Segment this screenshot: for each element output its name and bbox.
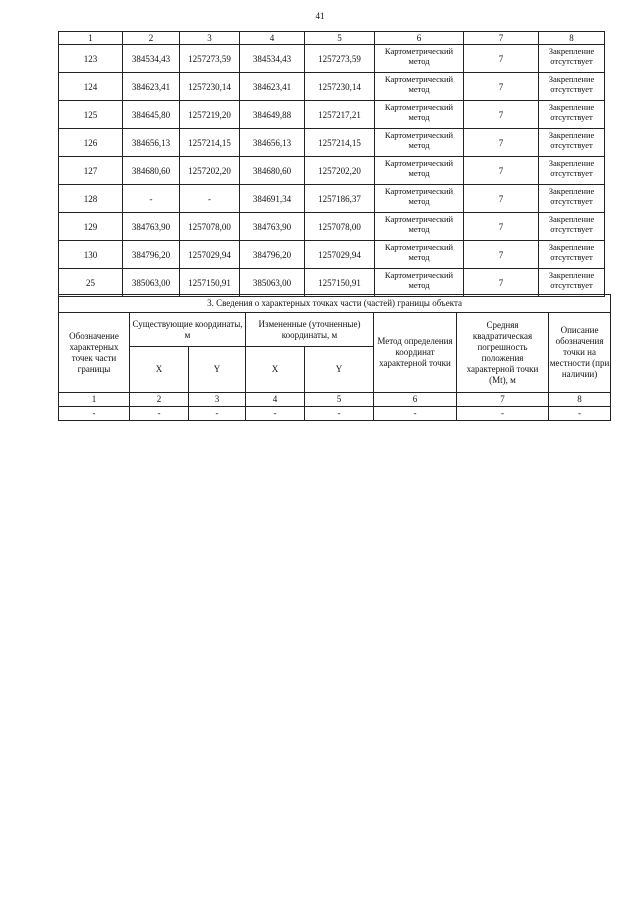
table-row <box>59 185 605 213</box>
existing-x-cell: 385063,00 <box>123 269 180 297</box>
column-number: 7 <box>457 393 549 407</box>
header-description: Описание обозначения точки на местности (при наличии) <box>549 313 611 393</box>
changed-x-cell: 384534,43 <box>240 45 305 73</box>
changed-x-cell: 384691,34 <box>240 185 305 213</box>
page-number: 41 <box>315 11 325 21</box>
empty-cell: - <box>189 407 246 421</box>
column-number: 5 <box>305 393 374 407</box>
column-number: 7 <box>464 32 539 45</box>
table-row <box>59 45 605 73</box>
existing-y-cell: 1257230,14 <box>180 73 240 101</box>
method-cell: Картометрический метод <box>375 101 464 129</box>
fixation-cell: Закрепление отсутствует <box>539 241 605 269</box>
column-number: 3 <box>189 393 246 407</box>
existing-x-cell: 384534,43 <box>123 45 180 73</box>
error-cell: 7 <box>464 129 539 157</box>
error-cell: 7 <box>464 241 539 269</box>
table-row <box>59 101 605 129</box>
column-number: 5 <box>305 32 375 45</box>
table-row <box>59 241 605 269</box>
header-x: X <box>246 347 305 393</box>
empty-cell: - <box>59 407 130 421</box>
empty-cell: - <box>130 407 189 421</box>
existing-y-cell: 1257150,91 <box>180 269 240 297</box>
point-id-cell: 128 <box>59 185 123 213</box>
column-number: 2 <box>123 32 180 45</box>
table-row <box>59 157 605 185</box>
column-number: 6 <box>374 393 457 407</box>
existing-x-cell: 384645,80 <box>123 101 180 129</box>
boundary-points-table <box>58 294 611 421</box>
error-cell: 7 <box>464 157 539 185</box>
section-title: 3. Сведения о характерных точках части (частей) границы объекта <box>59 295 611 313</box>
existing-y-cell: 1257078,00 <box>180 213 240 241</box>
existing-x-cell: 384796,20 <box>123 241 180 269</box>
fixation-cell: Закрепление отсутствует <box>539 129 605 157</box>
existing-x-cell: 384763,90 <box>123 213 180 241</box>
error-cell: 7 <box>464 269 539 297</box>
point-id-cell: 129 <box>59 213 123 241</box>
point-id-cell: 25 <box>59 269 123 297</box>
empty-cell: - <box>549 407 611 421</box>
empty-cell: - <box>246 407 305 421</box>
empty-cell: - <box>457 407 549 421</box>
fixation-cell: Закрепление отсутствует <box>539 101 605 129</box>
changed-x-cell: 384623,41 <box>240 73 305 101</box>
method-cell: Картометрический метод <box>375 157 464 185</box>
changed-y-cell: 1257078,00 <box>305 213 375 241</box>
fixation-cell: Закрепление отсутствует <box>539 157 605 185</box>
changed-x-cell: 385063,00 <box>240 269 305 297</box>
fixation-cell: Закрепление отсутствует <box>539 45 605 73</box>
coordinates-table <box>58 31 605 297</box>
empty-cell: - <box>374 407 457 421</box>
fixation-cell: Закрепление отсутствует <box>539 73 605 101</box>
existing-x-cell: - <box>123 185 180 213</box>
changed-x-cell: 384656,13 <box>240 129 305 157</box>
existing-y-cell: 1257273,59 <box>180 45 240 73</box>
column-number: 8 <box>539 32 605 45</box>
error-cell: 7 <box>464 213 539 241</box>
changed-y-cell: 1257150,91 <box>305 269 375 297</box>
method-cell: Картометрический метод <box>375 269 464 297</box>
changed-y-cell: 1257214,15 <box>305 129 375 157</box>
header-error: Средняя квадратическая погрешность положения характерной точки (Mt), м <box>457 313 549 393</box>
empty-cell: - <box>305 407 374 421</box>
fixation-cell: Закрепление отсутствует <box>539 269 605 297</box>
error-cell: 7 <box>464 185 539 213</box>
error-cell: 7 <box>464 73 539 101</box>
column-number: 8 <box>549 393 611 407</box>
table-row <box>59 129 605 157</box>
existing-y-cell: - <box>180 185 240 213</box>
changed-y-cell: 1257273,59 <box>305 45 375 73</box>
existing-x-cell: 384656,13 <box>123 129 180 157</box>
header-y: Y <box>305 347 374 393</box>
header-designation: Обозначение характерных точек части границы <box>59 313 130 393</box>
header-y: Y <box>189 347 246 393</box>
column-number: 1 <box>59 393 130 407</box>
method-cell: Картометрический метод <box>375 129 464 157</box>
changed-x-cell: 384649,88 <box>240 101 305 129</box>
header-changed-coordinates: Измененные (уточненные) координаты, м <box>246 313 374 347</box>
changed-x-cell: 384763,90 <box>240 213 305 241</box>
point-id-cell: 130 <box>59 241 123 269</box>
method-cell: Картометрический метод <box>375 73 464 101</box>
point-id-cell: 123 <box>59 45 123 73</box>
column-number: 6 <box>375 32 464 45</box>
header-x: X <box>130 347 189 393</box>
table-row <box>59 213 605 241</box>
changed-y-cell: 1257217,21 <box>305 101 375 129</box>
method-cell: Картометрический метод <box>375 45 464 73</box>
column-number: 4 <box>240 32 305 45</box>
changed-y-cell: 1257186,37 <box>305 185 375 213</box>
header-method: Метод определения координат характерной точки <box>374 313 457 393</box>
point-id-cell: 124 <box>59 73 123 101</box>
table-row <box>59 73 605 101</box>
error-cell: 7 <box>464 45 539 73</box>
method-cell: Картометрический метод <box>375 241 464 269</box>
column-number: 3 <box>180 32 240 45</box>
column-number: 2 <box>130 393 189 407</box>
method-cell: Картометрический метод <box>375 213 464 241</box>
existing-y-cell: 1257029,94 <box>180 241 240 269</box>
table-row <box>59 269 605 297</box>
point-id-cell: 127 <box>59 157 123 185</box>
changed-x-cell: 384680,60 <box>240 157 305 185</box>
point-id-cell: 126 <box>59 129 123 157</box>
existing-x-cell: 384623,41 <box>123 73 180 101</box>
fixation-cell: Закрепление отсутствует <box>539 185 605 213</box>
column-number: 4 <box>246 393 305 407</box>
fixation-cell: Закрепление отсутствует <box>539 213 605 241</box>
existing-y-cell: 1257219,20 <box>180 101 240 129</box>
changed-y-cell: 1257029,94 <box>305 241 375 269</box>
changed-y-cell: 1257230,14 <box>305 73 375 101</box>
point-id-cell: 125 <box>59 101 123 129</box>
existing-y-cell: 1257214,15 <box>180 129 240 157</box>
existing-x-cell: 384680,60 <box>123 157 180 185</box>
changed-y-cell: 1257202,20 <box>305 157 375 185</box>
existing-y-cell: 1257202,20 <box>180 157 240 185</box>
method-cell: Картометрический метод <box>375 185 464 213</box>
header-existing-coordinates: Существующие координаты, м <box>130 313 246 347</box>
error-cell: 7 <box>464 101 539 129</box>
column-number: 1 <box>59 32 123 45</box>
changed-x-cell: 384796,20 <box>240 241 305 269</box>
